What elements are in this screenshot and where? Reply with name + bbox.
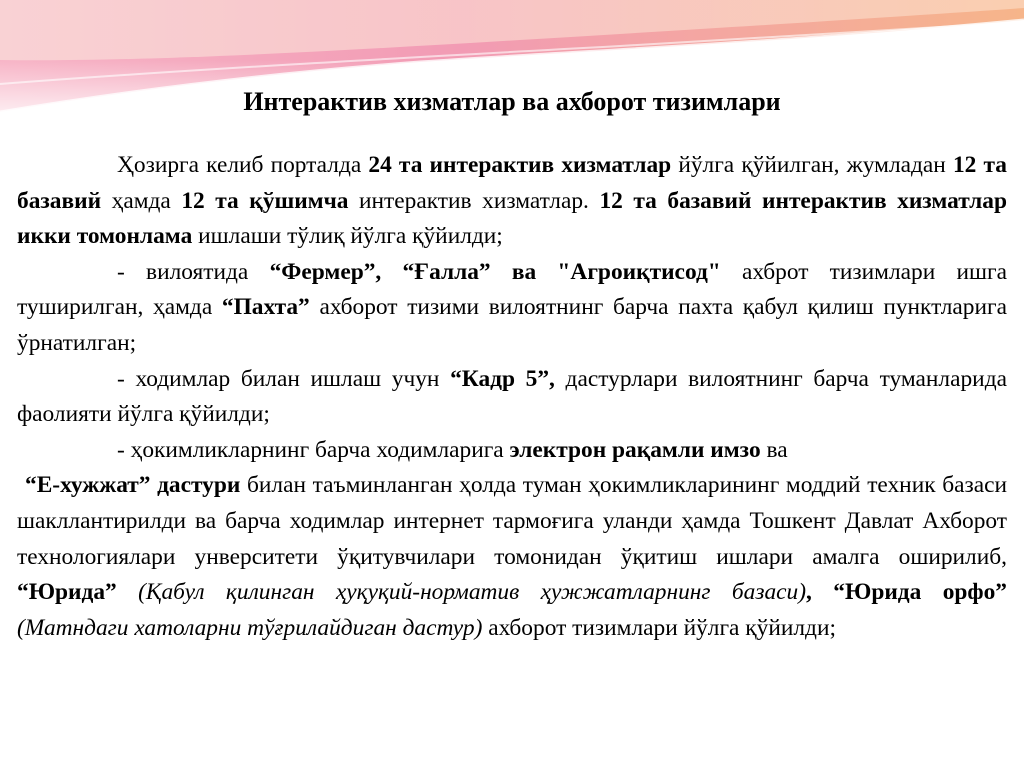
p1-bold: 24 та интерактив хизматлар — [368, 152, 672, 178]
paragraph-3 — [17, 362, 1007, 433]
p3-text: дастурлари вилоятнинг барча туманларида фаолияти йўлга қўйилди; — [17, 365, 1007, 428]
p1-text: Ҳозирга келиб порталда — [117, 152, 369, 178]
p4-bold: “Юрида орфо” — [833, 579, 1007, 606]
p1-bold: 12 та қўшимча — [181, 187, 349, 214]
slide-title: Интерактив хизматлар ва ахборот тизимлари — [243, 87, 781, 116]
p2-text: ахброт тизимлари ишга туширилган, ҳамда — [17, 258, 1008, 321]
p1-text: ҳамда — [101, 187, 182, 214]
p4-bold: электрон рақамли имзо — [509, 436, 761, 463]
p1-text: йўлга қўйилган, жумладан — [671, 152, 953, 178]
p4-bold: , — [806, 579, 834, 606]
slide-body — [17, 148, 1007, 646]
p4-bold: “Е-хужжат” дастури — [25, 472, 241, 499]
p4-bold: “Юрида” — [17, 579, 117, 606]
p1-text: ишлаши тўлиқ йўлга қўйилди; — [192, 223, 503, 250]
paragraph-4 — [17, 433, 1007, 647]
p3-text: - ходимлар билан ишлаш учун — [117, 365, 451, 392]
paragraph-1 — [17, 148, 1007, 255]
p1-bold: 12 та базавий — [17, 152, 1007, 214]
p4-text: - ҳокимликларнинг барча ходимларига — [117, 436, 510, 463]
p2-bold: “Фермер”, “Ғалла” ва "Агроиқтисод" — [269, 258, 721, 285]
p4-text: ва — [760, 436, 788, 463]
p3-bold: “Кадр 5”, — [450, 365, 555, 392]
p1-text: интерактив хизматлар. — [348, 187, 600, 214]
paragraph-2 — [17, 255, 1007, 362]
p4-italic: (Матндаги хатоларни тўғрилайдиган дастур) — [17, 614, 483, 641]
p4-text: ахборот тизимлари йўлга қўйилди; — [482, 614, 836, 641]
p4-text: билан таъминланган ҳолда туман ҳокимликларининг моддий техник базаси шакллантирилди ва барча ходимлар интернет тармоғига уланди ҳамда Тошкент Давлат Ахборот технологиялари унверситети ўқитувчилари томонидан ўқитиш ишлари амалга оширилиб, — [17, 472, 1008, 570]
p2-text: - вилоятида — [117, 258, 270, 285]
p2-bold: “Пахта” — [221, 294, 310, 321]
p1-bold: 12 та базавий интерактив хизматлар икки томонлама — [17, 187, 1007, 250]
p4-italic: (Қабул қилинган ҳуқуқий-норматив ҳужжатларнинг базаси) — [116, 579, 807, 606]
p2-text: ахборот тизими вилоятнинг барча пахта қабул қилиш пунктларига ўрнатилган; — [17, 294, 1007, 356]
